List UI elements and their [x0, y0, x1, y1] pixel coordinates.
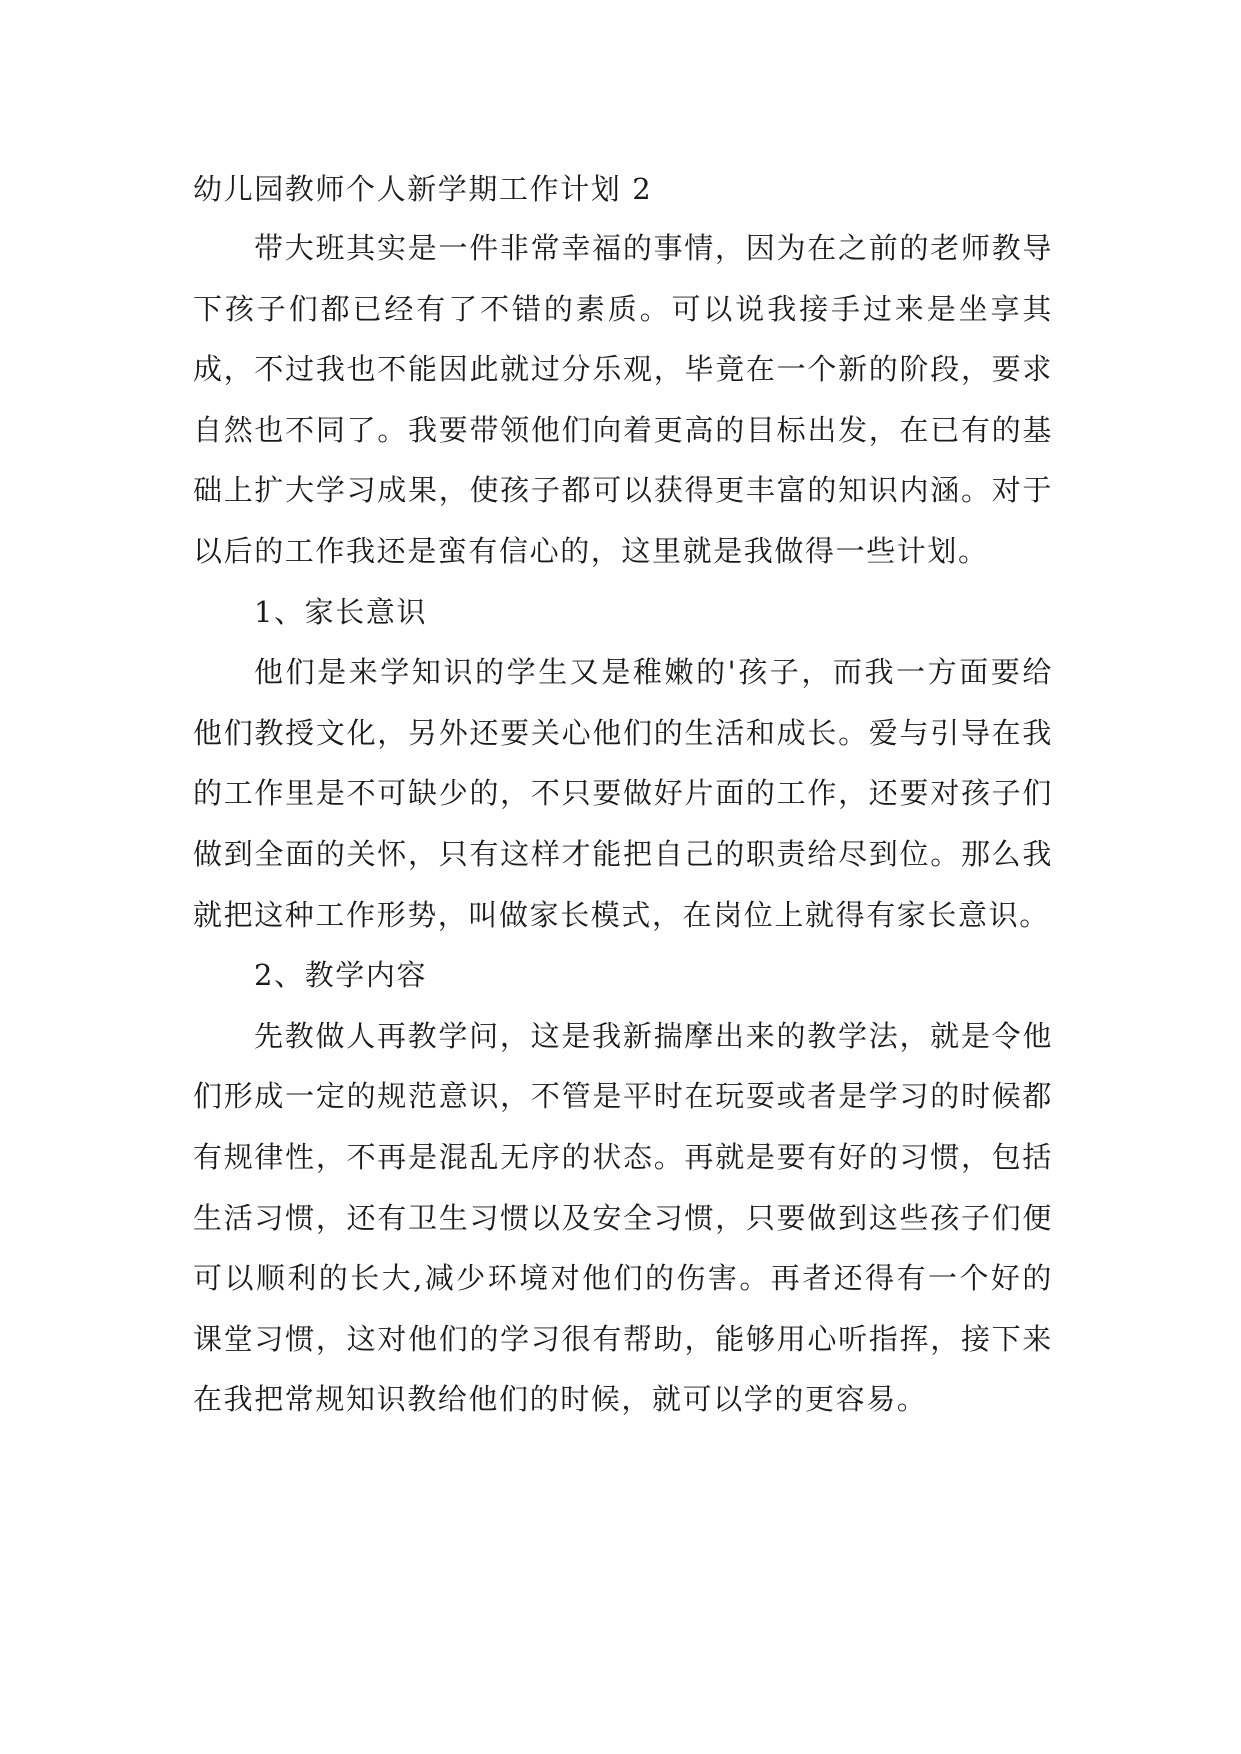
document-title: 幼儿园教师个人新学期工作计划 2	[193, 172, 653, 206]
section-body-teaching-content: 先教做人再教学问，这是我新揣摩出来的教学法，就是令他们形成一定的规范意识，不管是平时在玩耍或者是学习的时候都有规律性，不再是混乱无序的状态。再就是要有好的习惯，包括生活习惯，还有卫生习惯以及安全习惯，只要做到这些孩子们便可以顺利的长大,减少环境对他们的伤害。再者还得有一个好的课堂习惯，这对他们的学习很有帮助，能够用心听指挥，接下来在我把常规知识教给他们的时候，就可以学的更容易。	[193, 1018, 1053, 1417]
document-body	[193, 160, 1053, 1430]
section-heading-parent-awareness: 1、家长意识	[254, 594, 428, 629]
section-body-parent-awareness: 他们是来学知识的学生又是稚嫩的'孩子，而我一方面要给他们教授文化，另外还要关心他们的生活和成长。爱与引导在我的工作里是不可缺少的，不只要做好片面的工作，还要对孩子们做到全面的关怀，只有这样才能把自己的职责给尽到位。那么我就把这种工作形势，叫做家长模式，在岗位上就得有家长意识。	[193, 655, 1053, 932]
intro-paragraph: 带大班其实是一件非常幸福的事情，因为在之前的老师教导下孩子们都已经有了不错的素质。可以说我接手过来是坐享其成，不过我也不能因此就过分乐观，毕竟在一个新的阶段，要求自然也不同了。我要带领他们向着更高的目标出发，在已有的基础上扩大学习成果，使孩子都可以获得更丰富的知识内涵。对于以后的工作我还是蛮有信心的，这里就是我做得一些计划。	[193, 231, 1053, 568]
section-heading-teaching-content: 2、教学内容	[254, 958, 428, 993]
